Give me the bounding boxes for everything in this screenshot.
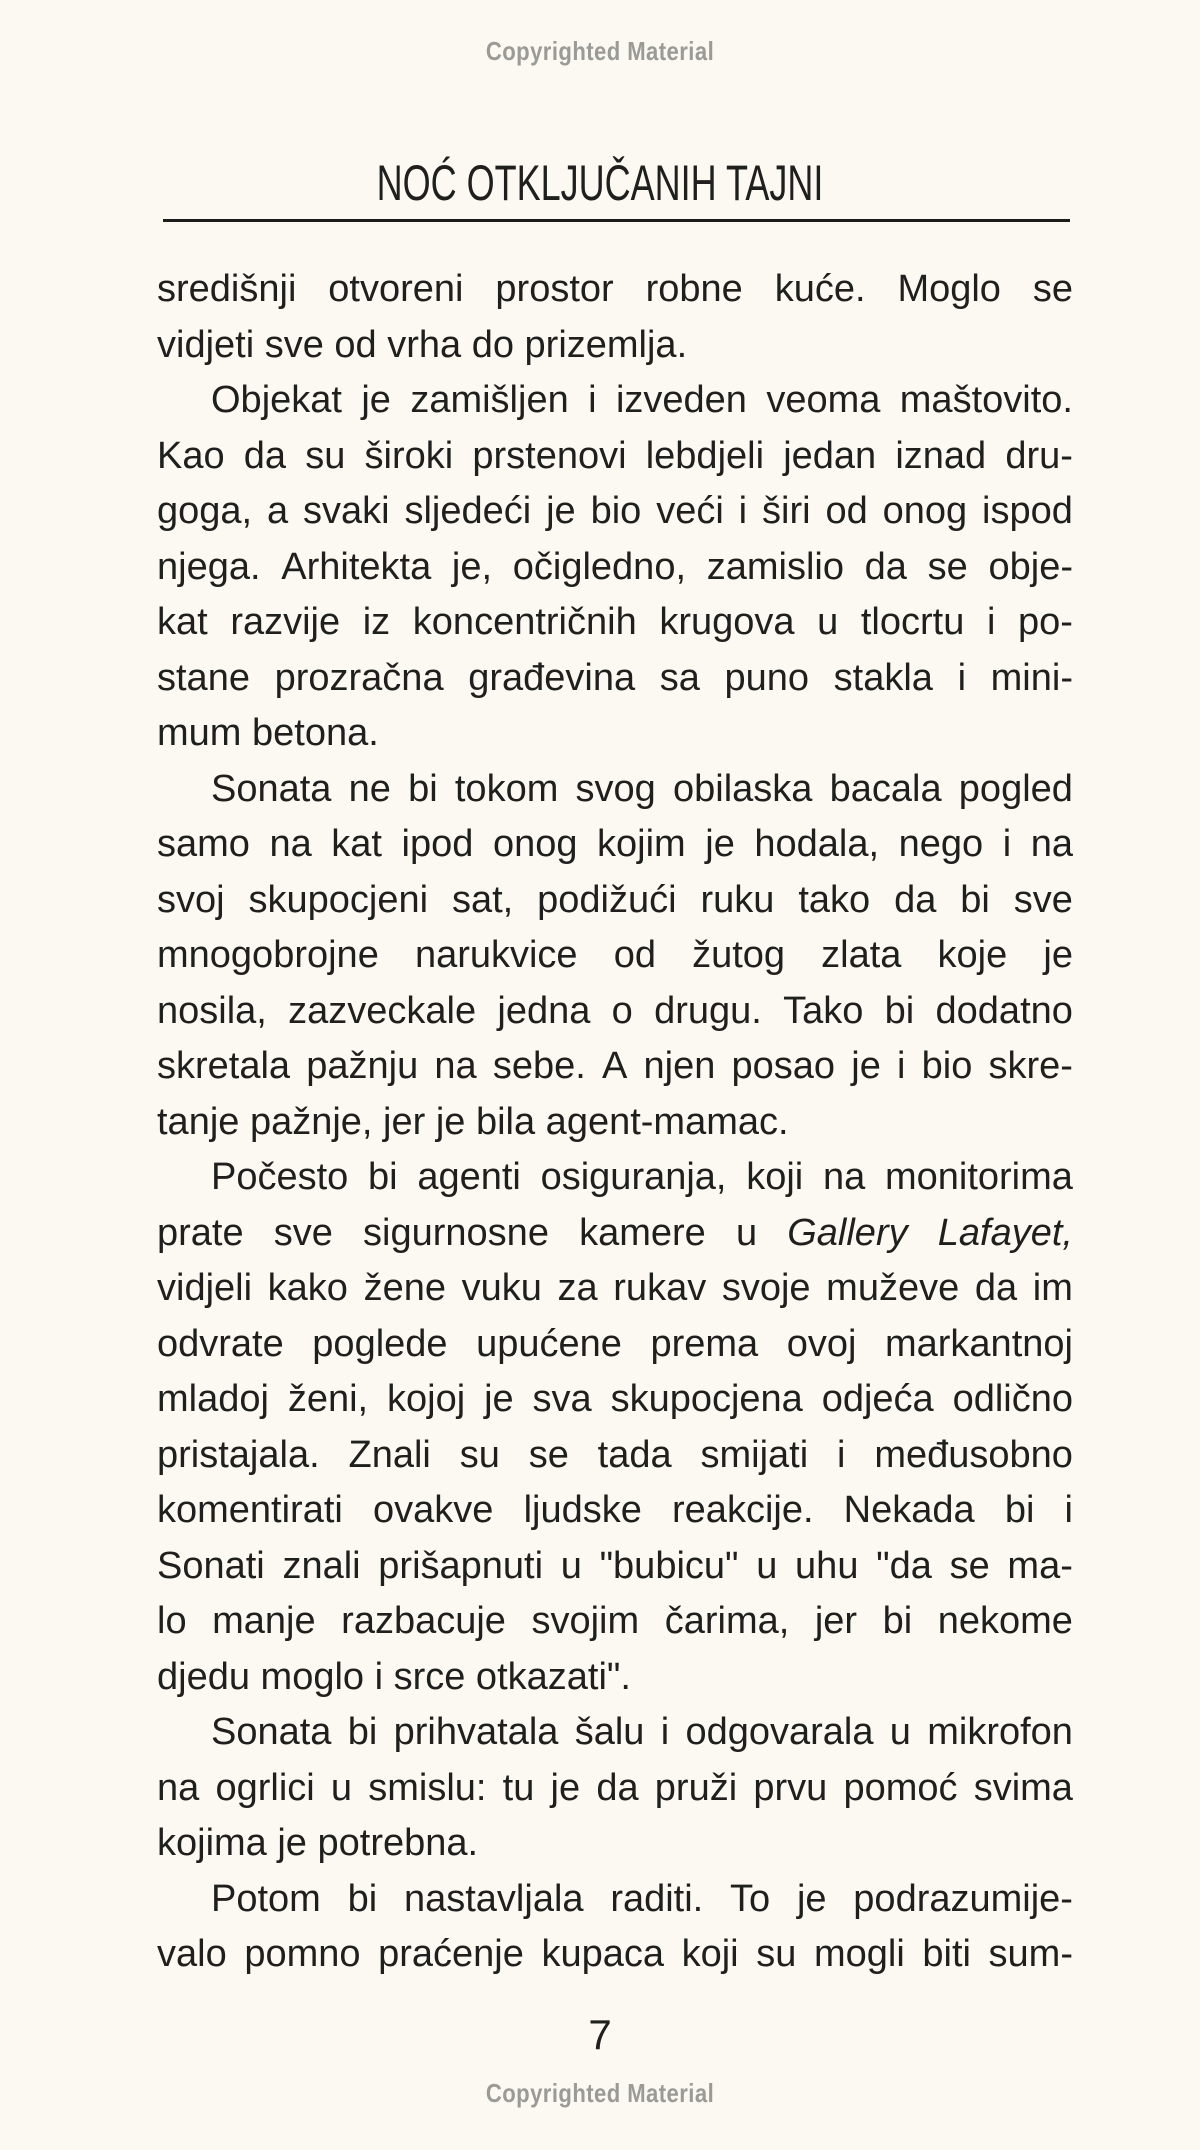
word: bi [368,1156,398,1198]
word: ma- [1007,1544,1073,1587]
word: ogrlici [215,1766,315,1809]
word: razvije [230,601,341,643]
text-line [157,540,1073,596]
word: žutog [692,934,786,976]
word: Arhitekta [281,545,432,588]
text-line [157,373,1073,429]
word: dru- [1005,434,1073,477]
word: osiguranja, [540,1156,727,1198]
word: i [738,490,748,532]
word: podrazumije- [853,1877,1073,1920]
word: i [986,601,996,643]
word: na [434,1045,477,1087]
text-line [157,1095,1073,1151]
word: stakla [833,656,933,699]
word: od [613,934,656,976]
word: vuku [461,1267,542,1309]
text-line [157,984,1073,1040]
word: prihvatala [393,1711,559,1753]
word: središnji [157,268,297,310]
word: su [756,1933,797,1975]
word: sigurnosne [363,1211,549,1254]
word: i [1002,823,1012,865]
word: skupocjena [610,1378,803,1420]
text-line [157,928,1073,984]
word: je [1043,934,1073,976]
word: je [361,379,391,421]
word: na [269,823,312,865]
word: Sonata [211,1711,332,1753]
word: drugu. [654,989,762,1032]
word: agenti [417,1156,521,1198]
word: puno [724,656,810,699]
word: bi [1004,1489,1035,1531]
word: robne [645,268,743,310]
word: u [817,601,839,643]
text-line [157,1705,1073,1761]
word: "da [876,1544,932,1587]
word: nekome [937,1600,1073,1642]
word: odlično [952,1378,1073,1420]
word: i [660,1711,670,1753]
word: A [601,1045,628,1087]
word: izveden [615,379,747,421]
copyright-watermark-bottom: Copyrighted Material [485,2078,715,2108]
word: široki [364,434,454,477]
text-line [157,817,1073,873]
word: "bubicu" [599,1544,739,1587]
word: da [864,545,907,588]
word: tada [597,1433,672,1476]
text-line [157,262,1073,318]
text-line [157,429,1073,485]
text-line [157,1317,1073,1373]
word: čarima, [664,1600,790,1642]
text-line [157,1650,1073,1706]
word: goga, [157,490,253,532]
word: i [837,1433,846,1476]
word: bi [960,878,990,921]
word: mnogobrojne [157,934,379,976]
word: monitorima [884,1156,1073,1198]
word: podižući [537,878,677,921]
word: kako [267,1267,348,1309]
word: pažnju [306,1045,419,1087]
word: sva [532,1378,592,1420]
word: To [730,1877,771,1920]
text-line [157,1206,1073,1262]
page-number: 7 [588,2011,612,2058]
word: skre- [988,1045,1073,1087]
word: nosila, [157,989,267,1032]
word: jer [814,1600,858,1642]
word: komentirati [157,1489,343,1531]
word: Znali [348,1433,431,1476]
word: Kao [157,434,225,477]
word: raditi. [610,1877,704,1920]
word: bi [882,1600,913,1642]
word: u [560,1544,582,1587]
word: nego [898,823,984,865]
word: tu [502,1766,535,1809]
word: kat [331,823,382,865]
word: ljudske [523,1489,642,1531]
word: bio [590,490,642,532]
word: jedna [497,989,591,1032]
word: mini- [990,656,1073,699]
text-run: vidjeti sve od vrha do prizemlja. [157,323,688,366]
word: pomno [244,1933,361,1975]
word: iznad [895,434,987,477]
word: i [957,656,967,699]
word: narukvice [414,934,578,976]
word: lebdjeli [645,434,765,477]
word: bio [921,1045,973,1087]
word: da [596,1766,639,1809]
text-run: tanje pažnje, jer je bila agent-mamac. [157,1100,789,1143]
word: je [484,1378,514,1420]
word: koncentričnih [412,601,637,643]
word: širi [762,490,811,532]
word: na [822,1156,866,1198]
text-line [157,1872,1073,1928]
word: sat, [451,878,514,921]
word: je [546,490,576,532]
word: tokom [454,767,559,810]
text-line [157,706,1073,762]
body-text [157,262,1073,1983]
word: sebe. [492,1045,586,1087]
text-line [157,873,1073,929]
word: zamišljen [410,379,569,421]
word: pomoć [843,1766,958,1809]
word: sa [659,656,700,699]
word: iz [362,601,391,643]
word: kamere [579,1211,706,1254]
word: dodatno [935,989,1073,1032]
word: kojim [597,823,686,865]
word: i [588,379,597,421]
word: mladoj [157,1378,269,1420]
word: ruku [700,878,775,921]
word: je [796,1877,827,1920]
word: veći [656,490,724,532]
word: i [1064,1489,1073,1531]
word: zlata [821,934,902,976]
word: Moglo [897,268,1001,310]
word: lo [157,1600,187,1642]
word: samo [157,823,250,865]
word: sljedeći [404,490,532,532]
word: svaki [303,490,390,532]
word: muževe [826,1267,960,1309]
word: svoje [721,1267,811,1309]
word: da [894,878,937,921]
word: stane [157,656,250,699]
word: sve [1013,878,1073,921]
word: krugova [659,601,795,643]
word: Objekat [211,379,342,421]
word: svog [575,767,656,810]
text-line [157,484,1073,540]
word: prišapnuti [378,1544,544,1587]
word: svoj [157,878,225,921]
word: građevina [468,656,636,699]
word: bi [408,767,438,810]
word: Počesto [211,1156,349,1198]
word: ispod [982,490,1073,532]
word: a [266,490,289,532]
word: odgovarala [685,1711,874,1753]
word: ipod [401,823,474,865]
text-run: mum betona. [157,712,379,754]
word: mikrofon [927,1711,1073,1753]
word: se [949,1544,990,1587]
chapter-title: NOĆ OTKLJUČANIH TAJNI [376,155,824,211]
word: prstenovi [472,434,627,477]
word: da [243,434,287,477]
text-line [157,1428,1073,1484]
word: nastavljala [403,1877,584,1920]
word: očigledno, [512,545,687,588]
word: pristajala. [157,1433,320,1476]
word: Sonati [157,1544,265,1587]
word: prema [650,1322,759,1365]
word: koji [746,1156,804,1198]
text-line [157,1039,1073,1095]
word: obje- [988,545,1073,588]
word: onog [492,823,578,865]
word: uhu [795,1544,859,1587]
word: prvu [753,1766,828,1809]
text-line [157,1372,1073,1428]
word: se [1032,268,1073,310]
word: se [927,545,968,588]
word: kuće. [774,268,866,310]
word: jedan [783,434,877,477]
word: o [611,989,633,1032]
word: je [550,1766,581,1809]
word: reakcije. [672,1489,814,1531]
word: prate [157,1211,244,1254]
word: su [305,434,346,477]
word: sve [273,1211,333,1254]
word: smijati [700,1433,809,1476]
word: svojim [531,1600,640,1642]
word: prostor [495,268,614,310]
word: sum- [988,1933,1073,1975]
word: ovoj [786,1322,857,1365]
text-line [157,1150,1073,1206]
text-line [157,595,1073,651]
word: poglede [312,1322,448,1365]
word: odvrate [157,1322,284,1365]
word: vidjeli [157,1267,253,1309]
word: markantnoj [884,1322,1073,1365]
word: maštovito. [899,379,1073,421]
word: bi [347,1711,378,1753]
word: Nekada [843,1489,975,1531]
word: su [459,1433,500,1476]
word: skupocjeni [248,878,429,921]
word: mogli [813,1933,905,1975]
word: rukav [613,1267,707,1309]
word: pogled [958,767,1073,810]
text-line [157,1483,1073,1539]
word: tako [798,878,871,921]
word: zamislio [706,545,844,588]
word: odjeća [821,1378,934,1420]
word: koji [681,1933,739,1975]
text-line [157,1927,1073,1983]
word: je, [451,545,493,588]
text-run: kojima je potrebna. [157,1822,479,1864]
word: biti [922,1933,971,1975]
word: manje [212,1600,316,1642]
word: onog [882,490,968,532]
word: i [897,1045,906,1087]
word: tlocrtu [860,601,965,643]
word: obilaska [673,767,813,810]
word: posao [731,1045,836,1087]
word: praćenje [378,1933,524,1975]
word: skretala [157,1045,291,1087]
word: smislu: [368,1766,487,1809]
word: valo [157,1933,227,1975]
word: kojoj [387,1378,466,1420]
word: njen [643,1045,716,1087]
title-rule [163,219,1070,222]
word: svima [973,1766,1073,1809]
word: veoma [766,379,881,421]
word: Sonata [211,767,332,810]
word: bacala [829,767,942,810]
word: žene [363,1267,446,1309]
word: je [851,1045,881,1087]
word: u [330,1766,353,1809]
word: ovakve [373,1489,494,1531]
word: Potom [211,1877,321,1920]
word: u [756,1544,778,1587]
text-line [157,1539,1073,1595]
word: na [157,1766,200,1809]
word: hodala, [754,823,880,865]
word: kat [157,601,208,643]
text-run: djedu moglo i srce otkazati". [157,1655,631,1698]
word: ne [348,767,391,810]
word: bi [347,1877,378,1920]
word: međusobno [874,1433,1073,1476]
text-line [157,318,1073,374]
word: otvoreni [328,268,464,310]
word: za [557,1267,598,1309]
text-line [157,762,1073,818]
word: znali [282,1544,361,1587]
word: je [705,823,735,865]
word: Tako [783,989,864,1032]
copyright-watermark-top: Copyrighted Material [485,36,715,66]
word: im [1032,1267,1073,1309]
word: Gallery [787,1211,908,1254]
word: Lafayet, [937,1211,1073,1254]
word: na [1030,823,1073,865]
word: po- [1018,601,1073,643]
text-line [157,1816,1073,1872]
text-line [157,651,1073,707]
word: u [889,1711,911,1753]
word: se [528,1433,569,1476]
word: ženi, [287,1378,369,1420]
text-line [157,1594,1073,1650]
word: kupaca [541,1933,665,1975]
word: bi [884,989,915,1032]
word: prozračna [274,656,444,699]
text-line [157,1261,1073,1317]
word: u [735,1211,758,1254]
word: pruži [654,1766,738,1809]
word: da [974,1267,1018,1309]
word: koje [937,934,1008,976]
word: od [825,490,868,532]
word: šalu [574,1711,645,1753]
word: upućene [476,1322,622,1365]
text-line [157,1761,1073,1817]
word: razbacuje [341,1600,506,1642]
word: zazveckale [288,989,477,1032]
word: njega. [157,545,261,588]
